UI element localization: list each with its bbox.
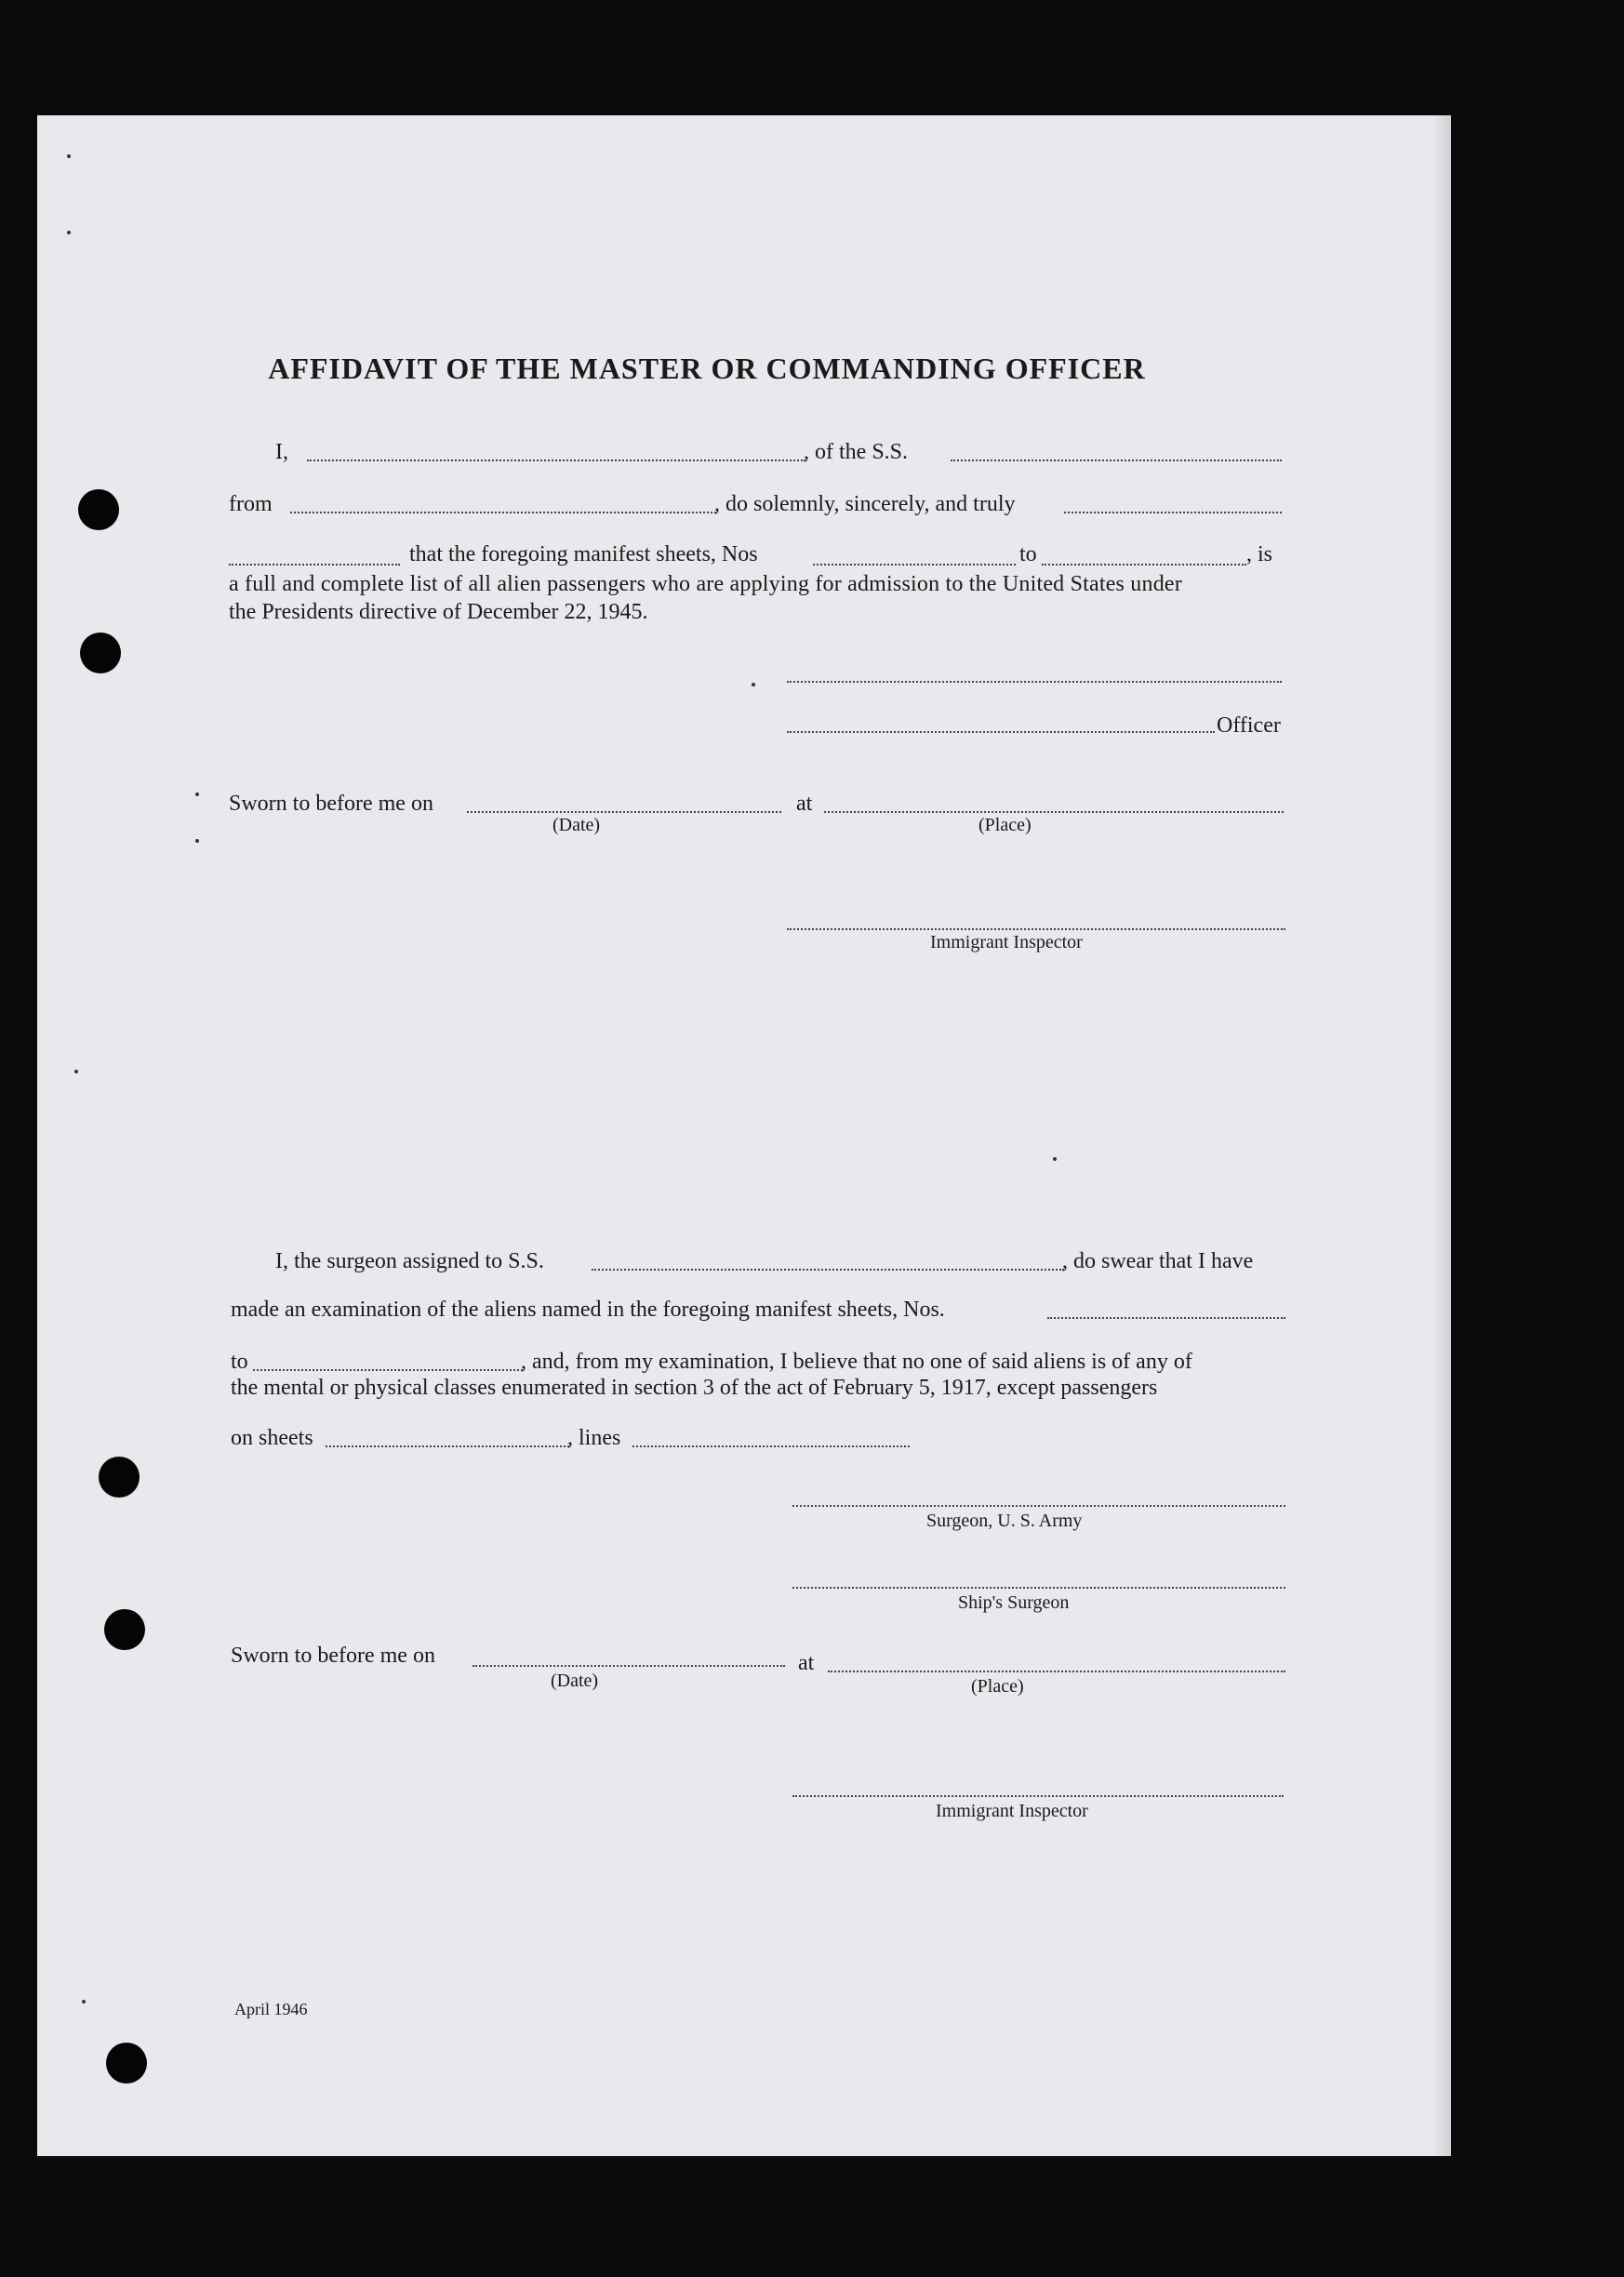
officer-signature-line-1[interactable]: [787, 681, 1282, 683]
surgeon-line2: made an examination of the aliens named in the foregoing manifest sheets, Nos.: [231, 1298, 945, 1322]
paper-speck: [67, 154, 71, 158]
army-surgeon-signature-line[interactable]: [792, 1505, 1285, 1507]
punch-hole: [80, 632, 121, 673]
punch-hole: [104, 1609, 145, 1650]
surgeon-ship-field[interactable]: [592, 1269, 1064, 1271]
punch-hole: [99, 1457, 140, 1498]
master-line1-i: I,: [275, 440, 288, 464]
army-surgeon-label: Surgeon, U. S. Army: [926, 1511, 1083, 1531]
master-sworn-place-field[interactable]: [824, 811, 1284, 813]
surgeon-sworn-date-field[interactable]: [473, 1665, 785, 1667]
officer-signature-line-2[interactable]: [787, 731, 1215, 733]
master-line5: the Presidents directive of December 22, 1945.: [229, 600, 648, 624]
surgeon-line1-a: I, the surgeon assigned to S.S.: [275, 1249, 544, 1273]
surgeon-sworn-label: Sworn to before me on: [231, 1644, 435, 1668]
from-port-field[interactable]: [290, 512, 716, 513]
paper-speck: [74, 1070, 78, 1073]
master-line2-solemnly: , do solemnly, sincerely, and truly: [714, 492, 1016, 516]
paper-speck: [195, 839, 199, 843]
surgeon-lines-field[interactable]: [632, 1445, 910, 1447]
surgeon-inspector-label: Immigrant Inspector: [936, 1801, 1088, 1821]
master-sworn-date-field[interactable]: [467, 811, 781, 813]
master-inspector-signature-line[interactable]: [787, 928, 1285, 930]
master-line2-from: from: [229, 492, 273, 516]
paper-speck: [752, 683, 755, 686]
master-at-label: at: [796, 792, 813, 816]
surgeon-line5-a: on sheets: [231, 1426, 313, 1450]
sheet-edge-shadow: [1432, 115, 1451, 2156]
form-date-footer: April 1946: [234, 2000, 308, 2018]
surgeon-inspector-signature-line[interactable]: [792, 1795, 1284, 1797]
surgeon-line3-b: , and, from my examination, I believe that no one of said aliens is of any of: [521, 1350, 1192, 1374]
surgeon-line1-b: , do swear that I have: [1062, 1249, 1254, 1273]
page-title: AFFIDAVIT OF THE MASTER OR COMMANDING OFFICER: [268, 352, 1146, 385]
surgeon-date-caption: (Date): [551, 1671, 599, 1691]
master-name-field[interactable]: [307, 459, 805, 461]
ships-surgeon-signature-line[interactable]: [792, 1587, 1285, 1589]
master-sworn-label: Sworn to before me on: [229, 792, 433, 816]
surgeon-line3-to: to: [231, 1350, 248, 1374]
surgeon-line5-b: , lines: [567, 1426, 621, 1450]
paper-speck: [195, 792, 199, 796]
ship-name-field[interactable]: [951, 459, 1282, 461]
manifest-nos-from-field[interactable]: [813, 564, 1016, 566]
master-line1-of-ss: , of the S.S.: [804, 440, 909, 464]
paper-speck: [67, 231, 71, 234]
surgeon-place-caption: (Place): [971, 1676, 1024, 1697]
master-line3-is: , is: [1246, 542, 1273, 566]
surgeon-line4: the mental or physical classes enumerated in section 3 of the act of February 5, 1917, except passengers: [231, 1376, 1158, 1400]
surgeon-at-label: at: [798, 1651, 815, 1675]
master-place-caption: (Place): [978, 815, 1032, 835]
paper-speck: [1053, 1157, 1057, 1161]
master-inspector-label: Immigrant Inspector: [930, 932, 1083, 952]
surgeon-nos-field[interactable]: [1047, 1317, 1285, 1319]
surgeon-sheets-field[interactable]: [326, 1445, 569, 1447]
master-line3-that: that the foregoing manifest sheets, Nos: [409, 542, 758, 566]
oath-word-field[interactable]: [1064, 512, 1282, 513]
manifest-nos-to-field[interactable]: [1042, 564, 1246, 566]
master-date-caption: (Date): [552, 815, 601, 835]
master-line4: a full and complete list of all alien passengers who are applying for admission to the United States under: [229, 572, 1182, 596]
master-line3-to: to: [1019, 542, 1037, 566]
ships-surgeon-label: Ship's Surgeon: [958, 1592, 1070, 1613]
punch-hole: [78, 489, 119, 530]
punch-hole: [106, 2043, 147, 2084]
paper-speck: [82, 2000, 86, 2004]
form-sheet: [37, 115, 1451, 2156]
officer-label: Officer: [1217, 713, 1281, 738]
surgeon-to-field[interactable]: [253, 1369, 523, 1371]
surgeon-sworn-place-field[interactable]: [828, 1671, 1285, 1672]
oath-word-field-2[interactable]: [229, 564, 400, 566]
